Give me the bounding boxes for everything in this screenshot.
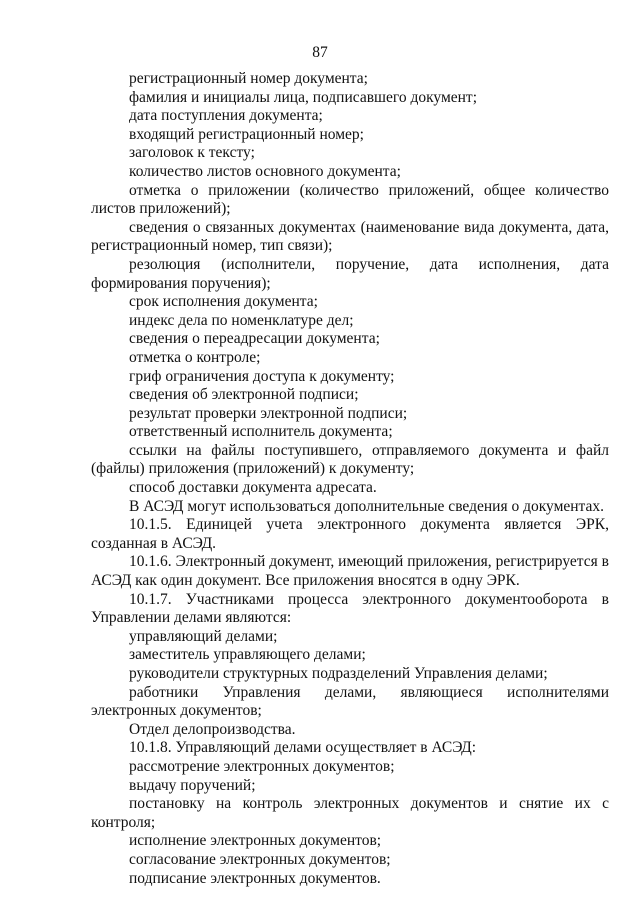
paragraph: подписание электронных документов. [129, 869, 381, 887]
paragraph: гриф ограничения доступа к документу; [129, 367, 395, 385]
paragraph: ссылки на файлы поступившего, отправляемого документа и файл (файлы) приложения (приложений) к документу; [91, 441, 609, 478]
paragraph: 10.1.6. Электронный документ, имеющий приложения, регистрируется в АСЭД как один документ. Все приложения вносятся в одну ЭРК. [91, 553, 609, 590]
paragraph: заголовок к тексту; [129, 144, 255, 162]
paragraph: 10.1.5. Единицей учета электронного документа является ЭРК, созданная в АСЭД. [91, 516, 609, 552]
paragraph: В АСЭД могут использоваться дополнительные сведения о документах. [129, 497, 605, 515]
paragraph: выдачу поручений; [129, 776, 256, 794]
paragraph: индекс дела по номенклатуре дел; [129, 311, 354, 329]
paragraph: резолюция (исполнители, поручение, дата исполнения, дата формирования поручения); [91, 255, 609, 292]
paragraph: сведения о переадресации документа; [129, 330, 380, 348]
paragraph: исполнение электронных документов; [129, 832, 382, 850]
paragraph: входящий регистрационный номер; [129, 125, 364, 143]
paragraph: согласование электронных документов; [129, 850, 391, 868]
paragraph: результат проверки электронной подписи; [129, 404, 408, 422]
paragraph: Отдел делопроизводства. [129, 720, 296, 738]
paragraph: отметка о приложении (количество приложений, общее количество листов приложений); [91, 181, 609, 218]
paragraph: сведения об электронной подписи; [129, 386, 359, 404]
paragraph: управляющий делами; [129, 627, 278, 645]
paragraph: ответственный исполнитель документа; [129, 423, 393, 441]
paragraph: 10.1.7. Участниками процесса электронного документооборота в Управлении делами являются: [91, 590, 609, 627]
paragraph: срок исполнения документа; [129, 293, 318, 311]
paragraph: регистрационный номер документа; [129, 70, 368, 87]
paragraph: фамилия и инициалы лица, подписавшего документ; [129, 88, 478, 106]
paragraph: количество листов основного документа; [129, 162, 401, 180]
document-body [91, 70, 609, 888]
paragraph: рассмотрение электронных документов; [129, 757, 395, 775]
paragraph: способ доставки документа адресата. [129, 479, 377, 497]
paragraph: отметка о контроле; [129, 348, 261, 366]
page-number: 87 [312, 44, 328, 61]
paragraph: дата поступления документа; [129, 107, 323, 125]
paragraph: руководители структурных подразделений Управления делами; [129, 665, 548, 682]
paragraph: работники Управления делами, являющиеся исполнителями электронных документов; [91, 683, 609, 720]
paragraph: сведения о связанных документах (наименование вида документа, дата, регистрационный номер, тип связи); [91, 218, 609, 255]
paragraph: заместитель управляющего делами; [129, 646, 366, 664]
paragraph: постановку на контроль электронных документов и снятие их с контроля; [91, 795, 609, 831]
paragraph: 10.1.8. Управляющий делами осуществляет в АСЭД: [129, 739, 477, 757]
